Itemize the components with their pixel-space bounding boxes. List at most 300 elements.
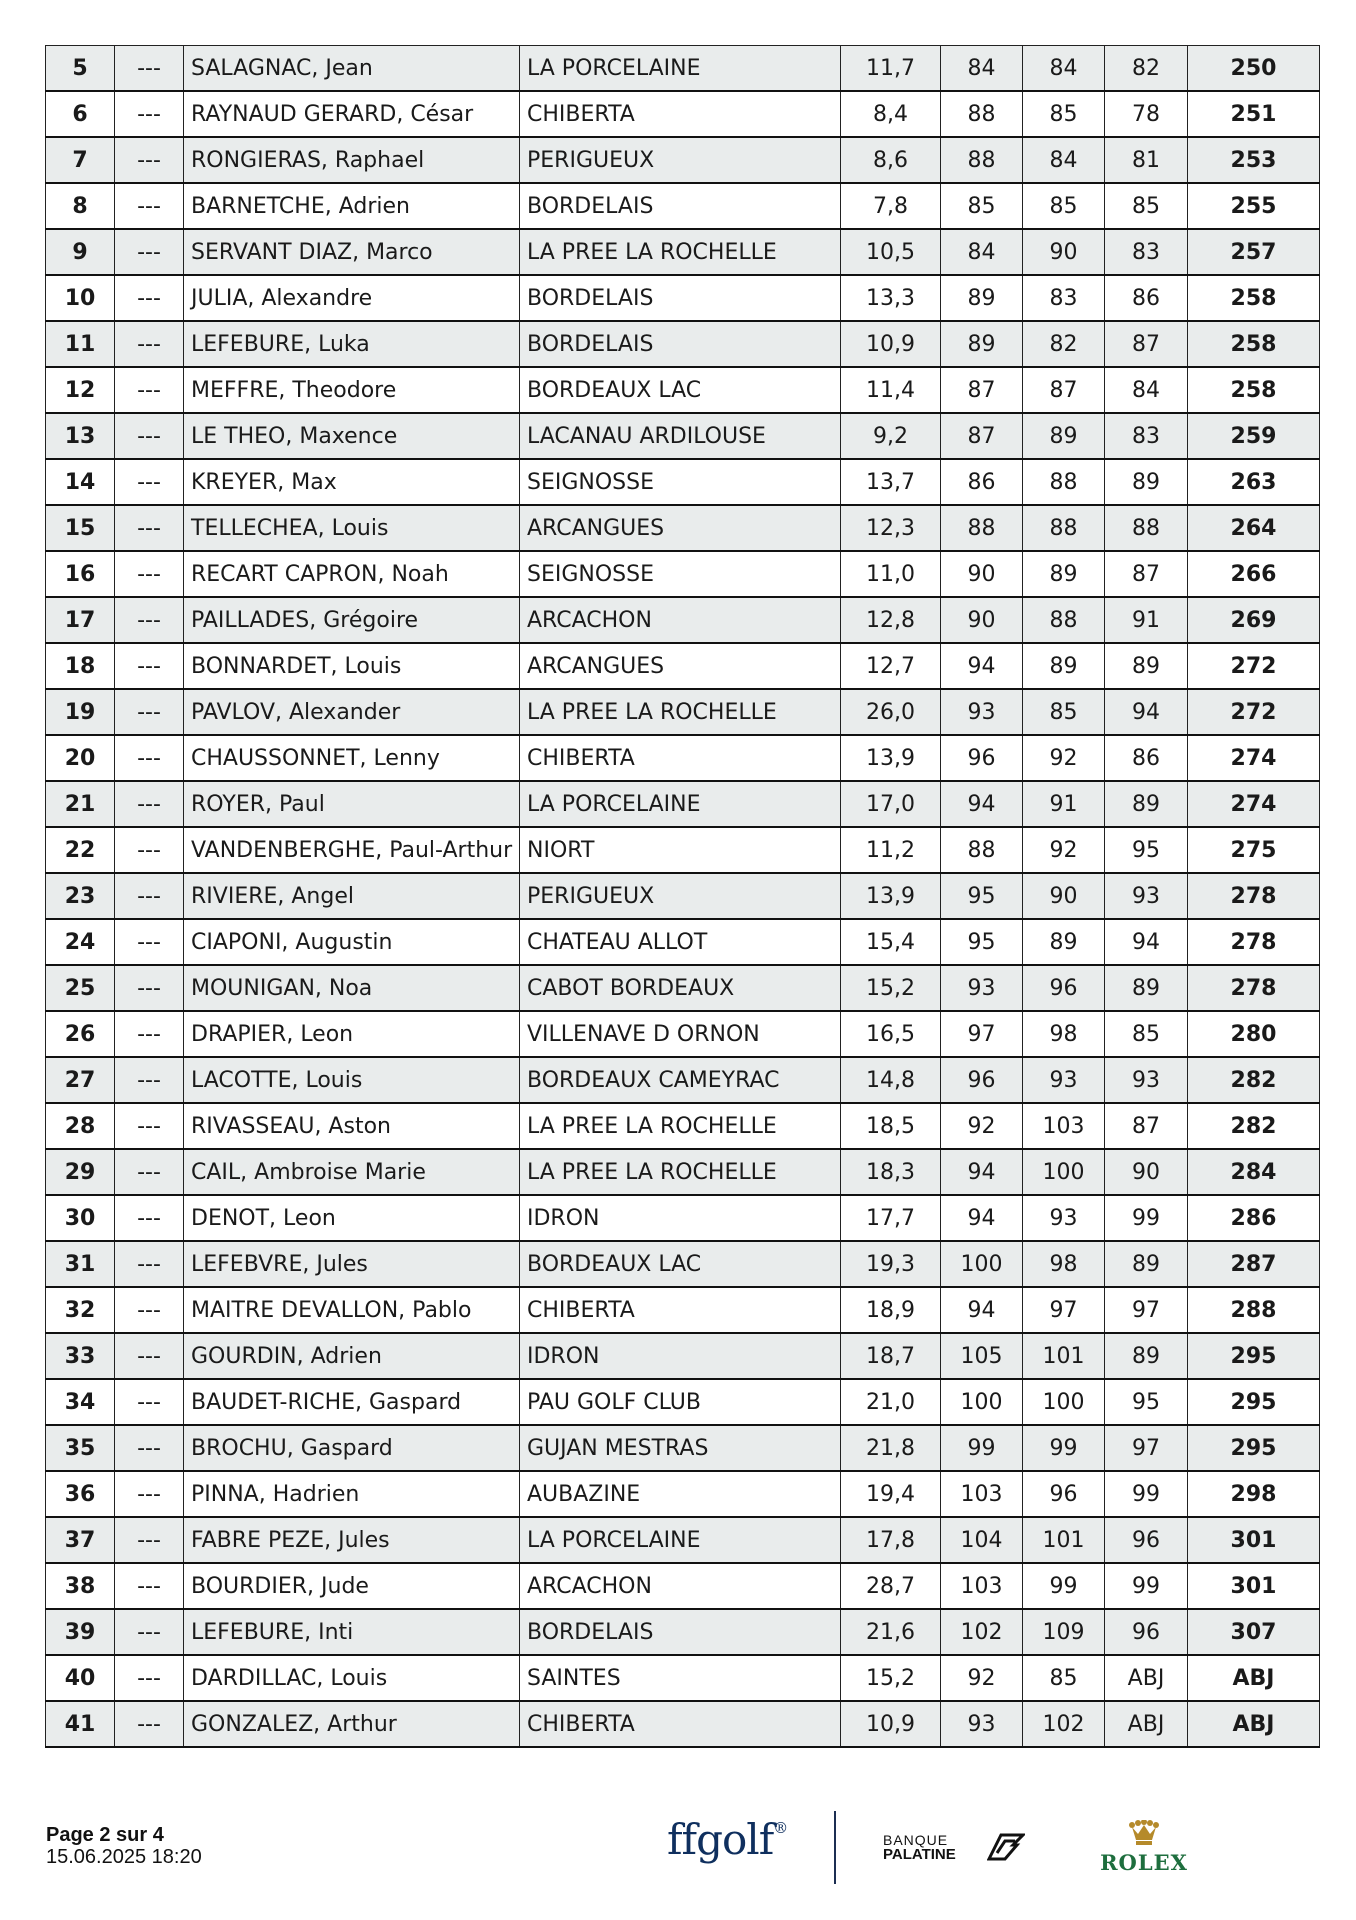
- rank-cell: 21: [46, 781, 115, 827]
- rank-cell: 14: [46, 459, 115, 505]
- club-cell: GUJAN MESTRAS: [520, 1425, 841, 1471]
- player-name-cell: MOUNIGAN, Noa: [184, 965, 520, 1011]
- total-score-cell: 284: [1188, 1149, 1320, 1195]
- status-cell: ---: [115, 643, 184, 689]
- round-2-score-cell: 103: [1023, 1103, 1105, 1149]
- player-name-cell: RIVASSEAU, Aston: [184, 1103, 520, 1149]
- total-score-cell: 295: [1188, 1379, 1320, 1425]
- player-name-cell: BONNARDET, Louis: [184, 643, 520, 689]
- total-score-cell: 278: [1188, 919, 1320, 965]
- player-name-cell: KREYER, Max: [184, 459, 520, 505]
- club-cell: IDRON: [520, 1333, 841, 1379]
- total-score-cell: 272: [1188, 689, 1320, 735]
- table-row: [46, 1103, 1320, 1149]
- round-3-score-cell: 88: [1105, 505, 1188, 551]
- total-score-cell: 250: [1188, 46, 1320, 92]
- status-cell: ---: [115, 1563, 184, 1609]
- total-score-cell: 301: [1188, 1517, 1320, 1563]
- status-cell: ---: [115, 551, 184, 597]
- round-2-score-cell: 85: [1023, 183, 1105, 229]
- player-name-cell: VANDENBERGHE, Paul-Arthur: [184, 827, 520, 873]
- handicap-index-cell: 11,0: [841, 551, 941, 597]
- player-name-cell: CIAPONI, Augustin: [184, 919, 520, 965]
- rank-cell: 40: [46, 1655, 115, 1701]
- club-cell: BORDEAUX LAC: [520, 367, 841, 413]
- handicap-index-cell: 21,0: [841, 1379, 941, 1425]
- round-3-score-cell: 97: [1105, 1287, 1188, 1333]
- total-score-cell: 278: [1188, 873, 1320, 919]
- handicap-index-cell: 18,5: [841, 1103, 941, 1149]
- round-1-score-cell: 87: [941, 367, 1023, 413]
- player-name-cell: ROYER, Paul: [184, 781, 520, 827]
- table-row: [46, 1609, 1320, 1655]
- round-1-score-cell: 94: [941, 643, 1023, 689]
- player-name-cell: JULIA, Alexandre: [184, 275, 520, 321]
- rank-cell: 15: [46, 505, 115, 551]
- rank-cell: 20: [46, 735, 115, 781]
- status-cell: ---: [115, 1517, 184, 1563]
- round-1-score-cell: 94: [941, 1195, 1023, 1241]
- table-row: [46, 827, 1320, 873]
- round-1-score-cell: 90: [941, 551, 1023, 597]
- status-cell: ---: [115, 735, 184, 781]
- round-3-score-cell: 89: [1105, 643, 1188, 689]
- handicap-index-cell: 11,2: [841, 827, 941, 873]
- status-cell: ---: [115, 1471, 184, 1517]
- table-row: [46, 1425, 1320, 1471]
- round-1-score-cell: 93: [941, 1701, 1023, 1747]
- status-cell: ---: [115, 505, 184, 551]
- status-cell: ---: [115, 1655, 184, 1701]
- club-cell: BORDEAUX CAMEYRAC: [520, 1057, 841, 1103]
- rank-cell: 7: [46, 137, 115, 183]
- round-1-score-cell: 88: [941, 505, 1023, 551]
- round-2-score-cell: 109: [1023, 1609, 1105, 1655]
- status-cell: ---: [115, 1241, 184, 1287]
- round-1-score-cell: 100: [941, 1379, 1023, 1425]
- round-1-score-cell: 102: [941, 1609, 1023, 1655]
- player-name-cell: LEFEBURE, Inti: [184, 1609, 520, 1655]
- round-2-score-cell: 82: [1023, 321, 1105, 367]
- round-2-score-cell: 101: [1023, 1333, 1105, 1379]
- round-3-score-cell: 96: [1105, 1517, 1188, 1563]
- player-name-cell: GOURDIN, Adrien: [184, 1333, 520, 1379]
- table-row: [46, 689, 1320, 735]
- player-name-cell: BROCHU, Gaspard: [184, 1425, 520, 1471]
- club-cell: LA PORCELAINE: [520, 781, 841, 827]
- status-cell: ---: [115, 827, 184, 873]
- table-row: [46, 1379, 1320, 1425]
- rank-cell: 17: [46, 597, 115, 643]
- round-2-score-cell: 87: [1023, 367, 1105, 413]
- total-score-cell: 274: [1188, 735, 1320, 781]
- round-1-score-cell: 92: [941, 1655, 1023, 1701]
- round-3-score-cell: 95: [1105, 827, 1188, 873]
- player-name-cell: MEFFRE, Theodore: [184, 367, 520, 413]
- total-score-cell: ABJ: [1188, 1701, 1320, 1747]
- round-3-score-cell: ABJ: [1105, 1655, 1188, 1701]
- rank-cell: 9: [46, 229, 115, 275]
- round-2-score-cell: 96: [1023, 1471, 1105, 1517]
- total-score-cell: 264: [1188, 505, 1320, 551]
- status-cell: ---: [115, 46, 184, 92]
- player-name-cell: CHAUSSONNET, Lenny: [184, 735, 520, 781]
- total-score-cell: 258: [1188, 367, 1320, 413]
- rank-cell: 24: [46, 919, 115, 965]
- rank-cell: 12: [46, 367, 115, 413]
- round-2-score-cell: 101: [1023, 1517, 1105, 1563]
- total-score-cell: 274: [1188, 781, 1320, 827]
- rank-cell: 36: [46, 1471, 115, 1517]
- rank-cell: 35: [46, 1425, 115, 1471]
- round-2-score-cell: 102: [1023, 1701, 1105, 1747]
- club-cell: CHIBERTA: [520, 1287, 841, 1333]
- club-cell: ARCACHON: [520, 597, 841, 643]
- total-score-cell: 301: [1188, 1563, 1320, 1609]
- total-score-cell: 255: [1188, 183, 1320, 229]
- status-cell: ---: [115, 781, 184, 827]
- table-row: [46, 229, 1320, 275]
- rank-cell: 11: [46, 321, 115, 367]
- table-row: [46, 91, 1320, 137]
- player-name-cell: DENOT, Leon: [184, 1195, 520, 1241]
- table-row: [46, 137, 1320, 183]
- total-score-cell: 263: [1188, 459, 1320, 505]
- player-name-cell: DARDILLAC, Louis: [184, 1655, 520, 1701]
- round-2-score-cell: 97: [1023, 1287, 1105, 1333]
- rank-cell: 8: [46, 183, 115, 229]
- round-1-score-cell: 94: [941, 781, 1023, 827]
- round-1-score-cell: 105: [941, 1333, 1023, 1379]
- club-cell: NIORT: [520, 827, 841, 873]
- handicap-index-cell: 19,3: [841, 1241, 941, 1287]
- total-score-cell: 282: [1188, 1103, 1320, 1149]
- club-cell: CHIBERTA: [520, 1701, 841, 1747]
- handicap-index-cell: 13,3: [841, 275, 941, 321]
- table-row: [46, 735, 1320, 781]
- round-1-score-cell: 96: [941, 735, 1023, 781]
- status-cell: ---: [115, 1195, 184, 1241]
- round-3-score-cell: 89: [1105, 1241, 1188, 1287]
- rank-cell: 34: [46, 1379, 115, 1425]
- total-score-cell: 266: [1188, 551, 1320, 597]
- player-name-cell: SERVANT DIAZ, Marco: [184, 229, 520, 275]
- table-row: [46, 873, 1320, 919]
- round-3-score-cell: 89: [1105, 1333, 1188, 1379]
- round-1-score-cell: 94: [941, 1149, 1023, 1195]
- round-3-score-cell: 89: [1105, 781, 1188, 827]
- club-cell: LA PREE LA ROCHELLE: [520, 1149, 841, 1195]
- club-cell: LA PORCELAINE: [520, 46, 841, 92]
- handicap-index-cell: 13,9: [841, 735, 941, 781]
- status-cell: ---: [115, 1011, 184, 1057]
- total-score-cell: 295: [1188, 1333, 1320, 1379]
- rank-cell: 30: [46, 1195, 115, 1241]
- round-1-score-cell: 95: [941, 919, 1023, 965]
- round-3-score-cell: 87: [1105, 551, 1188, 597]
- handicap-index-cell: 15,2: [841, 965, 941, 1011]
- status-cell: ---: [115, 321, 184, 367]
- round-2-score-cell: 89: [1023, 919, 1105, 965]
- club-cell: BORDELAIS: [520, 1609, 841, 1655]
- handicap-index-cell: 26,0: [841, 689, 941, 735]
- total-score-cell: 259: [1188, 413, 1320, 459]
- player-name-cell: RECART CAPRON, Noah: [184, 551, 520, 597]
- rank-cell: 37: [46, 1517, 115, 1563]
- table-row: [46, 1195, 1320, 1241]
- club-cell: VILLENAVE D ORNON: [520, 1011, 841, 1057]
- round-1-score-cell: 97: [941, 1011, 1023, 1057]
- round-3-score-cell: 85: [1105, 183, 1188, 229]
- handicap-index-cell: 10,9: [841, 321, 941, 367]
- table-row: [46, 1287, 1320, 1333]
- table-row: [46, 1011, 1320, 1057]
- rank-cell: 23: [46, 873, 115, 919]
- total-score-cell: 307: [1188, 1609, 1320, 1655]
- handicap-index-cell: 11,7: [841, 46, 941, 92]
- club-cell: PAU GOLF CLUB: [520, 1379, 841, 1425]
- round-2-score-cell: 92: [1023, 735, 1105, 781]
- round-1-score-cell: 96: [941, 1057, 1023, 1103]
- palatine-emblem-icon: [987, 1831, 1025, 1863]
- round-3-score-cell: 99: [1105, 1563, 1188, 1609]
- player-name-cell: BOURDIER, Jude: [184, 1563, 520, 1609]
- handicap-index-cell: 21,6: [841, 1609, 941, 1655]
- handicap-index-cell: 12,8: [841, 597, 941, 643]
- table-row: [46, 919, 1320, 965]
- status-cell: ---: [115, 1333, 184, 1379]
- rank-cell: 39: [46, 1609, 115, 1655]
- round-3-score-cell: 95: [1105, 1379, 1188, 1425]
- round-1-score-cell: 94: [941, 1287, 1023, 1333]
- player-name-cell: LEFEBURE, Luka: [184, 321, 520, 367]
- total-score-cell: 253: [1188, 137, 1320, 183]
- round-3-score-cell: 87: [1105, 1103, 1188, 1149]
- table-row: [46, 781, 1320, 827]
- handicap-index-cell: 9,2: [841, 413, 941, 459]
- rank-cell: 38: [46, 1563, 115, 1609]
- total-score-cell: 251: [1188, 91, 1320, 137]
- round-1-score-cell: 93: [941, 965, 1023, 1011]
- status-cell: ---: [115, 1701, 184, 1747]
- round-1-score-cell: 85: [941, 183, 1023, 229]
- round-3-score-cell: 90: [1105, 1149, 1188, 1195]
- handicap-index-cell: 10,5: [841, 229, 941, 275]
- club-cell: BORDELAIS: [520, 275, 841, 321]
- club-cell: PERIGUEUX: [520, 137, 841, 183]
- club-cell: AUBAZINE: [520, 1471, 841, 1517]
- print-datetime: 15.06.2025 18:20: [46, 1846, 202, 1868]
- status-cell: ---: [115, 597, 184, 643]
- table-row: [46, 459, 1320, 505]
- club-cell: SEIGNOSSE: [520, 551, 841, 597]
- table-row: [46, 1057, 1320, 1103]
- player-name-cell: LACOTTE, Louis: [184, 1057, 520, 1103]
- round-2-score-cell: 89: [1023, 551, 1105, 597]
- handicap-index-cell: 19,4: [841, 1471, 941, 1517]
- handicap-index-cell: 21,8: [841, 1425, 941, 1471]
- club-cell: LA PREE LA ROCHELLE: [520, 689, 841, 735]
- table-row: [46, 1655, 1320, 1701]
- round-2-score-cell: 84: [1023, 137, 1105, 183]
- round-2-score-cell: 99: [1023, 1425, 1105, 1471]
- round-1-score-cell: 84: [941, 46, 1023, 92]
- total-score-cell: 269: [1188, 597, 1320, 643]
- player-name-cell: PAVLOV, Alexander: [184, 689, 520, 735]
- rank-cell: 26: [46, 1011, 115, 1057]
- round-3-score-cell: 86: [1105, 275, 1188, 321]
- round-1-score-cell: 86: [941, 459, 1023, 505]
- handicap-index-cell: 12,3: [841, 505, 941, 551]
- round-1-score-cell: 93: [941, 689, 1023, 735]
- status-cell: ---: [115, 689, 184, 735]
- round-2-score-cell: 88: [1023, 459, 1105, 505]
- round-2-score-cell: 84: [1023, 46, 1105, 92]
- table-row: [46, 597, 1320, 643]
- handicap-index-cell: 10,9: [841, 1701, 941, 1747]
- round-3-score-cell: 84: [1105, 367, 1188, 413]
- handicap-index-cell: 16,5: [841, 1011, 941, 1057]
- round-1-score-cell: 84: [941, 229, 1023, 275]
- total-score-cell: 295: [1188, 1425, 1320, 1471]
- round-2-score-cell: 89: [1023, 413, 1105, 459]
- round-3-score-cell: 87: [1105, 321, 1188, 367]
- round-3-score-cell: 99: [1105, 1471, 1188, 1517]
- status-cell: ---: [115, 1149, 184, 1195]
- rank-cell: 10: [46, 275, 115, 321]
- handicap-index-cell: 13,9: [841, 873, 941, 919]
- table-row: [46, 321, 1320, 367]
- round-2-score-cell: 85: [1023, 689, 1105, 735]
- player-name-cell: LEFEBVRE, Jules: [184, 1241, 520, 1287]
- player-name-cell: MAITRE DEVALLON, Pablo: [184, 1287, 520, 1333]
- round-2-score-cell: 100: [1023, 1379, 1105, 1425]
- club-cell: BORDELAIS: [520, 321, 841, 367]
- round-2-score-cell: 93: [1023, 1057, 1105, 1103]
- rank-cell: 31: [46, 1241, 115, 1287]
- handicap-index-cell: 11,4: [841, 367, 941, 413]
- handicap-index-cell: 7,8: [841, 183, 941, 229]
- table-row: [46, 1517, 1320, 1563]
- handicap-index-cell: 15,2: [841, 1655, 941, 1701]
- status-cell: ---: [115, 1379, 184, 1425]
- player-name-cell: GONZALEZ, Arthur: [184, 1701, 520, 1747]
- rank-cell: 29: [46, 1149, 115, 1195]
- round-1-score-cell: 90: [941, 597, 1023, 643]
- rank-cell: 28: [46, 1103, 115, 1149]
- club-cell: CHATEAU ALLOT: [520, 919, 841, 965]
- player-name-cell: TELLECHEA, Louis: [184, 505, 520, 551]
- status-cell: ---: [115, 1287, 184, 1333]
- round-1-score-cell: 88: [941, 91, 1023, 137]
- total-score-cell: 257: [1188, 229, 1320, 275]
- round-2-score-cell: 98: [1023, 1241, 1105, 1287]
- total-score-cell: 275: [1188, 827, 1320, 873]
- table-row: [46, 275, 1320, 321]
- round-2-score-cell: 88: [1023, 597, 1105, 643]
- status-cell: ---: [115, 459, 184, 505]
- round-3-score-cell: 93: [1105, 873, 1188, 919]
- round-3-score-cell: 85: [1105, 1011, 1188, 1057]
- total-score-cell: 282: [1188, 1057, 1320, 1103]
- club-cell: PERIGUEUX: [520, 873, 841, 919]
- round-1-score-cell: 103: [941, 1563, 1023, 1609]
- status-cell: ---: [115, 919, 184, 965]
- club-cell: CHIBERTA: [520, 735, 841, 781]
- player-name-cell: BAUDET-RICHE, Gaspard: [184, 1379, 520, 1425]
- rank-cell: 27: [46, 1057, 115, 1103]
- rank-cell: 25: [46, 965, 115, 1011]
- round-2-score-cell: 91: [1023, 781, 1105, 827]
- handicap-index-cell: 17,7: [841, 1195, 941, 1241]
- round-3-score-cell: 94: [1105, 919, 1188, 965]
- crown-icon: [1128, 1820, 1160, 1846]
- status-cell: ---: [115, 229, 184, 275]
- club-cell: CHIBERTA: [520, 91, 841, 137]
- round-3-score-cell: 86: [1105, 735, 1188, 781]
- player-name-cell: PAILLADES, Grégoire: [184, 597, 520, 643]
- round-3-score-cell: 91: [1105, 597, 1188, 643]
- handicap-index-cell: 17,8: [841, 1517, 941, 1563]
- rank-cell: 5: [46, 46, 115, 92]
- footer-page-info: [46, 1824, 202, 1868]
- round-2-score-cell: 90: [1023, 873, 1105, 919]
- handicap-index-cell: 8,6: [841, 137, 941, 183]
- total-score-cell: 287: [1188, 1241, 1320, 1287]
- table-row: [46, 1241, 1320, 1287]
- player-name-cell: SALAGNAC, Jean: [184, 46, 520, 92]
- round-3-score-cell: 93: [1105, 1057, 1188, 1103]
- total-score-cell: 278: [1188, 965, 1320, 1011]
- total-score-cell: 258: [1188, 321, 1320, 367]
- table-row: [46, 1333, 1320, 1379]
- table-row: [46, 1471, 1320, 1517]
- round-2-score-cell: 85: [1023, 91, 1105, 137]
- total-score-cell: 258: [1188, 275, 1320, 321]
- round-3-score-cell: 82: [1105, 46, 1188, 92]
- club-cell: BORDELAIS: [520, 183, 841, 229]
- round-1-score-cell: 92: [941, 1103, 1023, 1149]
- handicap-index-cell: 18,7: [841, 1333, 941, 1379]
- status-cell: ---: [115, 137, 184, 183]
- status-cell: ---: [115, 965, 184, 1011]
- round-1-score-cell: 88: [941, 827, 1023, 873]
- status-cell: ---: [115, 873, 184, 919]
- club-cell: BORDEAUX LAC: [520, 1241, 841, 1287]
- round-3-score-cell: 81: [1105, 137, 1188, 183]
- handicap-index-cell: 13,7: [841, 459, 941, 505]
- status-cell: ---: [115, 1425, 184, 1471]
- round-3-score-cell: 89: [1105, 965, 1188, 1011]
- round-2-score-cell: 98: [1023, 1011, 1105, 1057]
- club-cell: LA PREE LA ROCHELLE: [520, 229, 841, 275]
- status-cell: ---: [115, 1103, 184, 1149]
- handicap-index-cell: 12,7: [841, 643, 941, 689]
- status-cell: ---: [115, 1609, 184, 1655]
- player-name-cell: RONGIERAS, Raphael: [184, 137, 520, 183]
- total-score-cell: ABJ: [1188, 1655, 1320, 1701]
- round-3-score-cell: 89: [1105, 459, 1188, 505]
- club-cell: LACANAU ARDILOUSE: [520, 413, 841, 459]
- player-name-cell: BARNETCHE, Adrien: [184, 183, 520, 229]
- logo-divider: [834, 1811, 836, 1884]
- round-1-score-cell: 88: [941, 137, 1023, 183]
- table-row: [46, 1149, 1320, 1195]
- status-cell: ---: [115, 91, 184, 137]
- table-row: [46, 551, 1320, 597]
- handicap-index-cell: 17,0: [841, 781, 941, 827]
- table-row: [46, 505, 1320, 551]
